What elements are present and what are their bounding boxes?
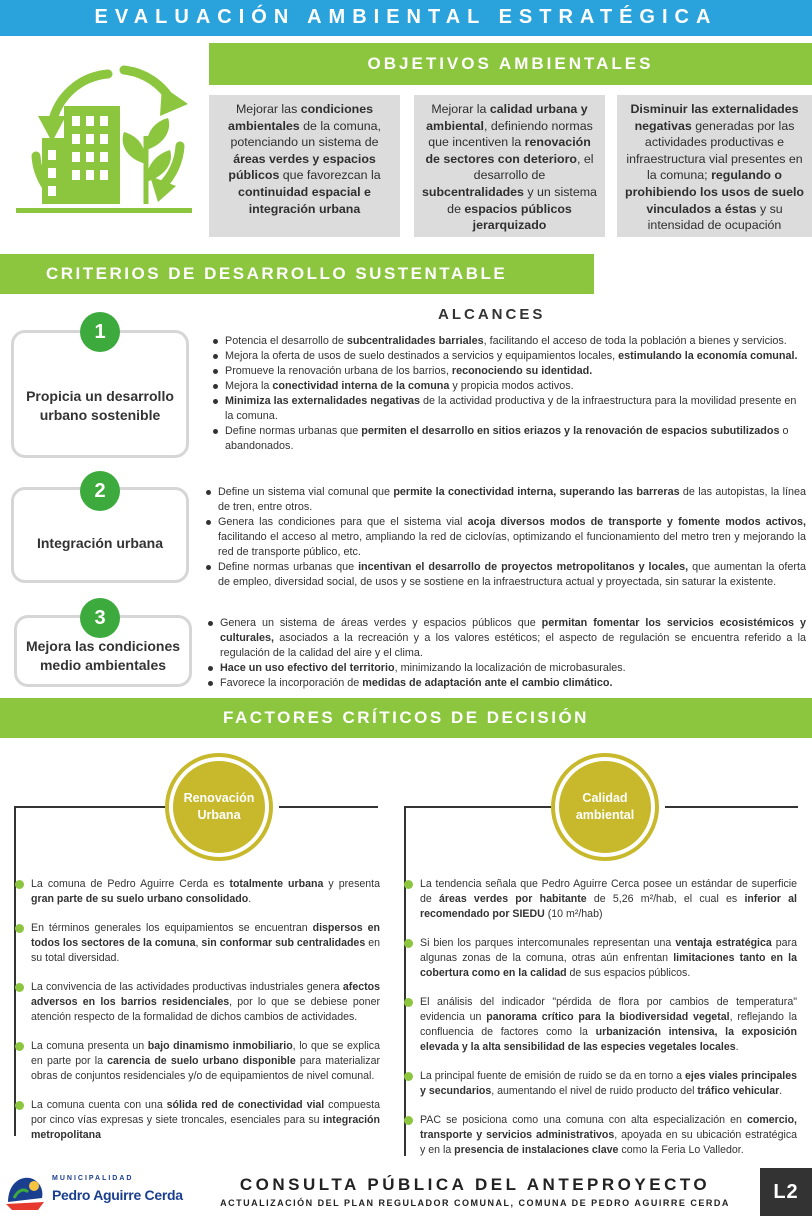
alcance-item [213,424,805,454]
body-text: generadas por las actividades productivas e infraestructura vial presentes en la comuna; [626,118,803,183]
factor-paragraph [31,980,380,1025]
emphasis-text: comercio, transporte y servicios administrativos [420,1114,797,1141]
emphasis-text: permitan fomentar los servicios ecosistémicos y culturales, [220,617,806,644]
emphasis-text: incentivan el desarrollo de proyectos metropolitanos y locales, [358,561,689,573]
body-text: en su total diversidad. [31,937,380,964]
emphasis-text: espacios públicos jerarquizado [464,201,572,233]
emphasis-text: carencia de suelo urbano disponible [107,1055,296,1067]
emphasis-text: medidas de adaptación ante el cambio climático. [362,677,613,689]
body-text: Si bien los parques intercomunales representan una [420,937,676,949]
factor-paragraph [420,1113,797,1158]
emphasis-text: sólida red de conectividad vial [166,1099,325,1111]
divider [14,806,171,808]
alcance-item [206,485,806,515]
body-text: y propicia modos activos. [449,380,574,392]
body-text: Mejora la oferta de usos de suelo destinados a servicios y equipamientos locales, [225,350,619,362]
body-text: de sus espacios públicos. [566,967,691,979]
body-text: compuesta por cinco vías expresas y siete troncales, esenciales para su [31,1099,380,1126]
factor-paragraph [31,921,380,966]
emphasis-text: regulando o prohibiendo los usos de suelo vinculados a éstas [625,168,804,216]
divider [404,806,557,808]
emphasis-text: sin conformar sub centralidades [201,937,366,949]
body-text: , lo que se explica en parte por la [31,1040,380,1067]
body-text: , facilitando el acceso de toda la población a bienes y servicios. [483,335,787,347]
body-text: . [735,1041,739,1053]
body-text: . [248,893,252,905]
alcance-item [206,560,806,590]
body-text: Genera un sistema de áreas verdes y espacios públicos que [220,617,542,629]
alcances-list [213,334,805,454]
body-text: que aumentan la oferta de empleo, diversidad social, de usos y se sostiene en la infraestructura actual y proyectada, sin saturar la existente. [218,561,806,588]
emphasis-text: calidad urbana y ambiental [426,102,588,133]
emphasis-text: urbanización intensiva, la exposición elevada y la alta sensibilidad de las especies vegetales locales [420,1026,797,1053]
factor-paragraph [420,877,797,922]
body-text: El análisis del indicador "pérdida de flora por cambios de temperatura" evidencia un [420,996,797,1023]
emphasis-text: Minimiza las externalidades negativas [225,395,421,407]
criterion-number-badge: 2 [80,471,120,511]
criterion-number-badge: 3 [80,598,120,638]
footer-title: CONSULTA PÚBLICA DEL ANTEPROYECTO [239,1175,711,1194]
criterion-card: Propicia un desarrollo urbano sostenible [11,330,189,458]
emphasis-text: subcentralidades barriales [346,335,484,347]
alcance-item [208,676,806,691]
body-text: , apoyada en su ubicación estratégica y en la [420,1129,798,1156]
body-text: , por lo que se debiese poner atención respecto de la formalidad de dichos cambios de actividades. [31,996,380,1023]
emphasis-text: gran parte de su suelo urbano consolidado [31,893,249,905]
emphasis-text: reconociendo su identidad. [451,365,593,377]
sheet-code-badge: L2 [760,1168,812,1216]
municipal-logo [4,1170,194,1214]
body-text: , reflejando la confluencia de factores como la [420,1011,797,1038]
body-text: facilitando el acceso al metro, ampliando la red de ciclovías, optimizando el funcionamiento del metro tren y mejorando la red de transporte público, etc. [218,531,806,558]
objective-card [414,95,605,237]
body-text: PAC se posiciona como una comuna con alta especialización en [420,1114,747,1126]
criterion-number-badge: 1 [80,312,120,352]
factor-column [31,877,380,1157]
emphasis-text: presencia de instalaciones clave [454,1144,619,1156]
emphasis-text: inferior al recomendado por SIEDU [420,893,797,920]
body-text: y su intensidad de ocupación [647,201,783,233]
alcance-item [213,334,805,349]
emphasis-text: permiten el desarrollo en sitios eriazos y la renovación de espacios subutilizados [361,425,780,437]
body-text: , aumentando el nivel de ruido producto del [491,1085,698,1097]
body-text: , definiendo normas que incentiven la [428,118,593,150]
objectives-header: OBJETIVOS AMBIENTALES [209,43,812,85]
body-text: Define normas urbanas que [225,425,362,437]
emphasis-text: ejes viales principales y secundarios [420,1070,797,1097]
alcance-item [213,379,805,394]
alcances-title: ALCANCES [438,306,546,323]
emphasis-text: integración metropolitana [31,1114,380,1141]
alcance-item [208,661,806,676]
factor-paragraph [31,1098,380,1143]
emphasis-text: panorama crítico para la biodiversidad vegetal [486,1011,730,1023]
emphasis-text: permite la conectividad interna, superando las barreras [393,486,680,498]
emphasis-text: acoja diversos modos de transporte y fomente modos activos, [467,516,807,528]
building-plant-recycle-icon [12,46,198,224]
body-text: para materializar obras de conjuntos residenciales y/o de equipamientos de nivel comunal. [31,1055,381,1082]
emphasis-text: dispersos en todos los sectores de la comuna [31,922,380,949]
municipal-logo-icon [4,1172,48,1212]
body-text: asociados a la recreación y a los valores estéticos; el aspecto de regulación se encuentra referido a la regulación de la calidad del aire y el clima. [220,632,806,659]
emphasis-text: conectividad interna de la comuna [272,380,450,392]
body-text: Genera las condiciones para que el sistema vial [218,516,468,528]
body-text: Mejorar la [431,102,490,116]
body-text: de las autopistas, la línea de tren, entre otros. [218,486,806,513]
alcance-item [213,349,805,364]
body-text: , el desarrollo de [473,151,594,183]
emphasis-text: Hace un uso efectivo del territorio [220,662,395,674]
body-text: La principal fuente de emisión de ruido se da en torno a [420,1070,685,1082]
logo-small-text: MUNICIPALIDAD [52,1175,134,1182]
emphasis-text: áreas verdes y espacios públicos [228,151,376,183]
alcance-item [213,364,805,379]
criterion-card: Mejora las condiciones medio ambientales [14,615,192,687]
criteria-header: CRITERIOS DE DESARROLLO SUSTENTABLE [0,254,594,294]
divider [404,806,406,1156]
body-text: En términos generales los equipamientos se encuentran [31,922,313,934]
factor-circle: Renovación Urbana [169,757,269,857]
factor-column [420,877,797,1172]
emphasis-text: continuidad espacial e integración urbana [238,184,371,216]
alcance-item [208,616,806,661]
body-text: (10 m²/hab) [544,908,603,920]
emphasis-text: tráfico vehicular [697,1085,780,1097]
body-text: , [195,937,202,949]
emphasis-text: condiciones ambientales [228,102,374,133]
body-text: para algunas zonas de la comuna, otras aún enfrentan [420,937,797,964]
factor-paragraph [420,995,797,1055]
body-text: que favorezcan la [279,168,381,183]
factor-circle: Calidad ambiental [555,757,655,857]
body-text: Define normas urbanas que [218,561,359,573]
emphasis-text: áreas verdes por habitante [439,893,587,905]
emphasis-text: renovación de sectores con deterioro [425,135,591,166]
body-text: La comuna cuenta con una [31,1099,167,1111]
body-text: , minimizando la localización de microbasurales. [394,662,626,674]
factor-paragraph [420,936,797,981]
body-text: La comuna de Pedro Aguirre Cerda es [31,878,230,890]
alcance-item [213,394,805,424]
factors-header: FACTORES CRÍTICOS DE DECISIÓN [0,698,812,738]
body-text: de la actividad productiva y de la infraestructura para la movilidad presente en la comuna. [225,395,797,422]
divider [14,806,16,1136]
divider [665,806,798,808]
objective-card [209,95,400,237]
body-text: La comuna presenta un [31,1040,148,1052]
alcance-item [206,515,806,560]
logo-big-text: Pedro Aguirre Cerda [52,1187,183,1203]
objective-card [617,95,812,237]
emphasis-text: ventaja estratégica [675,937,772,949]
emphasis-text: Disminuir las externalidades negativas [630,102,799,133]
body-text: La tendencia señala que Pedro Aguirre Cerca posee un estándar de superficie de [420,878,797,905]
divider [279,806,378,808]
body-text: de 5,26 m²/hab, el cual es [586,893,745,905]
footer-subtitle: ACTUALIZACIÓN DEL PLAN REGULADOR COMUNAL, COMUNA DE PEDRO AGUIRRE CERDA [220,1198,730,1208]
emphasis-text: estimulando la economía comunal. [618,350,798,362]
body-text: La convivencia de las actividades productivas industriales genera [31,981,343,993]
alcances-list [208,616,806,691]
body-text: Mejorar las [235,102,301,116]
body-text: . [779,1085,783,1097]
body-text: de la comuna, potenciando un sistema de [230,118,381,150]
emphasis-text: limitaciones tanto en la cobertura como en la calidad [420,952,797,979]
body-text: y presenta [323,878,380,890]
emphasis-text: afectos adversos en los barrios residenciales [31,981,380,1008]
criterion-card: Integración urbana [11,487,189,583]
emphasis-text: subcentralidades [422,184,524,199]
factor-paragraph [31,877,380,907]
factor-paragraph [420,1069,797,1099]
body-text: como la Feria Lo Valledor. [618,1144,744,1156]
body-text: y un sistema de [447,184,597,216]
page-title: EVALUACIÓN AMBIENTAL ESTRATÉGICA [0,0,812,36]
alcances-list [206,485,806,590]
body-text: Mejora la [225,380,273,392]
emphasis-text: bajo dinamismo inmobiliario [147,1040,293,1052]
body-text: Define un sistema vial comunal que [218,486,394,498]
body-text: o abandonados. [225,425,789,452]
body-text: Favorece la incorporación de [220,677,363,689]
body-text: Promueve la renovación urbana de los barrios, [225,365,452,377]
body-text: Potencia el desarrollo de [225,335,347,347]
factor-paragraph [31,1039,380,1084]
emphasis-text: totalmente urbana [229,878,324,890]
